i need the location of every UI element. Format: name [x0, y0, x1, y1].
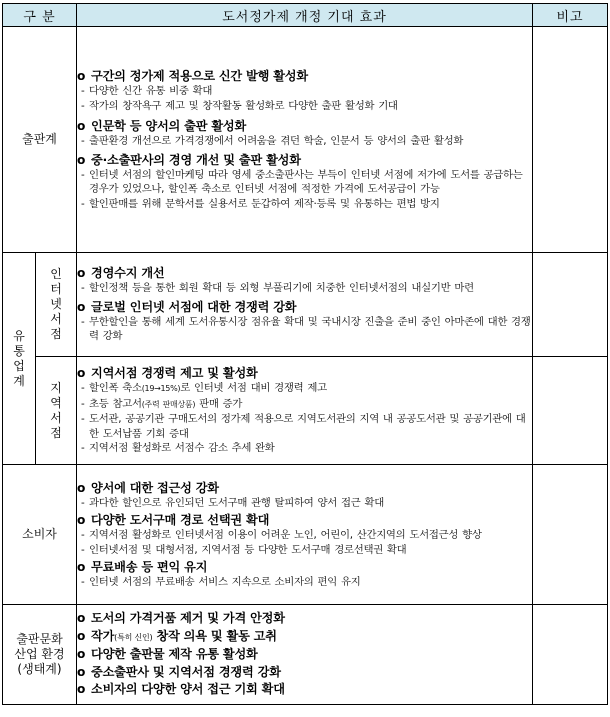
subcategory-online-label: 인터넷 서점 [50, 267, 62, 341]
item-heading [77, 118, 532, 134]
heading-text: 다양한 출판물 제작 유통 활성화 [91, 647, 258, 662]
heading-text: 다양한 도서구매 경로 선택권 확대 [91, 513, 270, 527]
list-item [77, 559, 532, 590]
bullet-icon: o [77, 682, 86, 697]
category-distribution-label: 유통업계 [13, 328, 25, 388]
sub-item [77, 441, 532, 456]
content-online [77, 253, 533, 357]
item-heading [77, 512, 532, 528]
heading-text: 양서에 대한 접근성 강화 [91, 480, 219, 495]
dash-icon: - [81, 496, 85, 509]
category-ecosystem [3, 605, 77, 705]
sub-text: 할인폭 축소 [89, 382, 142, 395]
sub-text: 인터넷서점 및 대형서점, 지역서점 등 다양한 도서구매 경로선택권 확대 [89, 543, 407, 556]
list-item [77, 365, 532, 456]
item-heading [77, 299, 532, 315]
sub-item [77, 281, 532, 296]
bullet-icon: o [77, 69, 86, 83]
dash-icon: - [81, 85, 85, 97]
header-note: 비고 [533, 4, 608, 27]
dash-icon: - [81, 168, 85, 181]
bullet-icon: o [77, 647, 86, 662]
item-heading [77, 664, 532, 682]
bullet-icon: o [77, 628, 86, 643]
content-regional [77, 357, 533, 465]
list-item [77, 68, 532, 113]
bullet-icon: o [77, 152, 86, 167]
item-heading [77, 265, 532, 281]
dash-icon: - [81, 529, 85, 541]
bullet-icon: o [77, 366, 86, 381]
sub-item [77, 381, 532, 397]
note-online [533, 253, 608, 357]
bullet-icon: o [77, 299, 86, 314]
sub-text-small: (19→15%) [141, 384, 181, 394]
dash-icon: - [81, 99, 85, 112]
item-heading [77, 480, 532, 496]
note-regional [533, 357, 608, 465]
bullet-icon: o [77, 560, 86, 574]
content-ecosystem [77, 605, 533, 705]
dash-icon: - [81, 135, 85, 147]
item-heading [77, 681, 532, 699]
sub-text: 출판환경 개선으로 가격경쟁에서 어려움을 겪던 학술, 인문서 등 양서의 출판 활성화 [89, 135, 464, 147]
bullet-icon: o [77, 480, 86, 495]
sub-text: 다양한 신간 유통 비중 확대 [89, 85, 213, 97]
sub-text: 작가의 창작욕구 제고 및 창작활동 활성화로 다양한 출판 활성화 기대 [89, 99, 398, 112]
sub-text: 할인정책 등을 통한 회원 확대 등 외형 부풀리기에 치중한 인터넷서점의 내실기반 마련 [89, 282, 474, 295]
list-item [77, 480, 532, 511]
sub-item [77, 397, 532, 413]
sub-item [77, 528, 532, 543]
row-publishing [3, 27, 608, 253]
sub-item [77, 575, 532, 590]
dash-icon: - [81, 543, 85, 556]
heading-text: 중소출판사 및 지역서점 경쟁력 강화 [91, 664, 281, 679]
heading-text: 글로벌 인터넷 서점에 대한 경쟁력 강화 [91, 299, 297, 314]
dash-icon: - [81, 282, 85, 295]
bullet-icon: o [77, 266, 86, 281]
item-heading [77, 365, 532, 381]
sub-text: 무한할인을 통해 세계 도서유통시장 점유율 확대 및 국내시장 진출을 준비 중인 아마존에 대한 경쟁력 강화 [89, 315, 531, 343]
sub-text: 과다한 할인으로 유인되던 도서구매 관행 탈피하여 양서 접근 확대 [89, 496, 384, 509]
list-item [77, 118, 532, 149]
sub-item [77, 134, 532, 149]
row-ecosystem [3, 605, 608, 705]
sub-item [77, 496, 532, 511]
sub-item [77, 84, 532, 99]
category-ecosystem-line: 출판문화 [16, 632, 63, 646]
heading-text: 중·소출판사의 경영 개선 및 출판 활성화 [91, 152, 301, 167]
item-heading [77, 152, 532, 168]
heading-text: 지역서점 경쟁력 제고 및 활성화 [91, 366, 258, 381]
sub-item [77, 197, 532, 212]
bullet-icon: o [77, 513, 86, 527]
table-header-row [3, 4, 608, 27]
sub-text-small: (주력 판매상품) [141, 399, 196, 409]
sub-item [77, 412, 532, 441]
subcategory-online [36, 253, 77, 357]
sub-text: 지역서점 활성화로 서점수 감소 추세 완화 [89, 442, 275, 455]
dash-icon: - [81, 397, 85, 410]
bullet-icon: o [77, 611, 86, 626]
dash-icon: - [81, 197, 85, 210]
item-heading [77, 628, 532, 647]
sub-text: 인터넷 서점의 무료배송 서비스 지속으로 소비자의 편익 유지 [89, 576, 361, 588]
heading-text: 도서의 가격거품 제거 및 가격 안정화 [91, 611, 285, 626]
sub-text: 로 인터넷 서점 대비 경쟁력 제고 [180, 382, 327, 395]
note-consumer [533, 465, 608, 605]
bullet-icon: o [77, 664, 86, 679]
dash-icon: - [81, 413, 85, 426]
row-distribution-regional [3, 357, 608, 465]
category-consumer: 소비자 [3, 465, 77, 605]
category-ecosystem-line: 산업 환경 [14, 647, 65, 661]
list-item [77, 512, 532, 557]
note-publishing [533, 27, 608, 253]
item-heading [77, 610, 532, 628]
sub-text: 인터넷 서점의 할인마케팅 따라 영세 중소출판사는 부득이 인터넷 서점에 저가에 도서를 공급하는 경우가 있었으나, 할인폭 축소로 인터넷 서점에 적정한 가격에 도서공급이 가능 [89, 168, 523, 195]
heading-text: 인문학 등 양서의 출판 활성화 [91, 119, 247, 133]
heading-text: 창작 의욕 및 활동 고취 [152, 628, 277, 643]
heading-text: 소비자의 다양한 양서 접근 기회 확대 [91, 682, 285, 697]
item-heading [77, 559, 532, 575]
bullet-icon: o [77, 119, 86, 133]
heading-text: 무료배송 등 편익 유지 [91, 560, 208, 574]
list-item [77, 265, 532, 296]
item-heading [77, 68, 532, 84]
category-distribution [3, 253, 36, 465]
dash-icon: - [81, 382, 85, 395]
row-distribution-online [3, 253, 608, 357]
list-item [77, 299, 532, 344]
sub-item [77, 168, 532, 197]
sub-text: 초등 참고서 [89, 397, 142, 410]
category-ecosystem-line: (생태계) [17, 662, 62, 676]
note-ecosystem [533, 605, 608, 705]
sub-item [77, 315, 532, 344]
header-category: 구 분 [3, 4, 77, 27]
dash-icon: - [81, 576, 85, 588]
row-consumer [3, 465, 608, 605]
effects-table [2, 3, 608, 705]
content-publishing [77, 27, 533, 253]
dash-icon: - [81, 442, 85, 455]
subcategory-regional [36, 357, 77, 465]
category-publishing: 출판계 [3, 27, 77, 253]
list-item [77, 152, 532, 212]
heading-text: 경영수지 개선 [91, 266, 165, 281]
heading-text-small: (특히 신인) [114, 632, 153, 642]
heading-text: 구간의 정가제 적용으로 신간 발행 활성화 [91, 69, 308, 83]
sub-text: 지역서점 활성화로 인터넷서점 이용이 어려운 노인, 어린이, 산간지역의 도서접근성 향상 [89, 529, 482, 541]
subcategory-regional-label: 지역서점 [50, 380, 62, 440]
sub-text: 판매 증가 [195, 397, 243, 410]
sub-text: 도서관, 공공기관 구매도서의 정가제 적용으로 지역도서관의 지역 내 공공도서관 및 공공기관에 대한 도서납품 기회 증대 [89, 413, 526, 440]
content-consumer [77, 465, 533, 605]
sub-item [77, 543, 532, 558]
sub-item [77, 99, 532, 114]
dash-icon: - [81, 315, 85, 328]
item-heading [77, 646, 532, 664]
sub-text: 할인판매를 위해 문학서를 실용서로 둔갑하여 제작·등록 및 유통하는 편법 방지 [89, 197, 440, 210]
header-content: 도서정가제 개정 기대 효과 [77, 4, 533, 27]
heading-text: 작가 [91, 628, 115, 643]
